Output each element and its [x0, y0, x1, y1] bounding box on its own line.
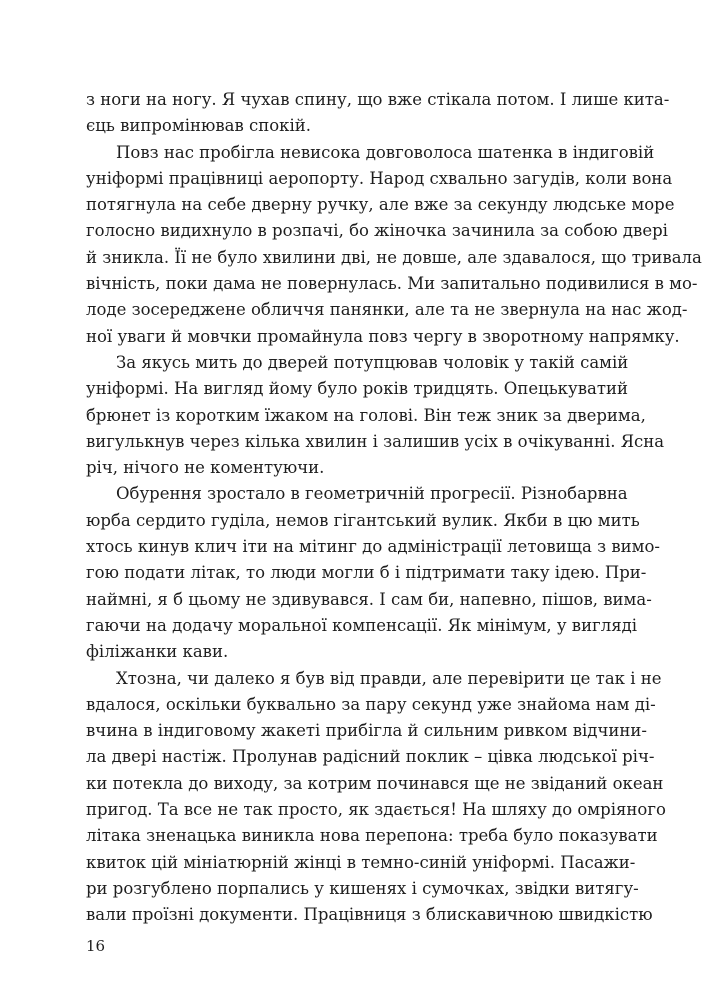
text-line: Повз нас пробігла невисока довговолоса шатенка в індиговій: [116, 142, 655, 162]
text-line: Хтозна, чи далеко я був від правди, але перевірити це так і не: [116, 668, 662, 688]
text-line: лоде зосереджене обличчя панянки, але та не звернула на нас жод-: [86, 300, 688, 320]
text-line: єць випромінював спокій.: [86, 116, 311, 136]
text-line: вдалося, оскільки буквально за пару секунд уже знайома нам ді-: [86, 694, 656, 714]
text-line: потягнула на себе дверну ручку, але вже за секунду людське море: [86, 195, 675, 215]
body-text: [86, 87, 702, 929]
text-line: уніформі працівниці аеропорту. Народ схвально загудів, коли вона: [86, 168, 673, 188]
text-line: літака зненацька виникла нова перепона: треба було показувати: [86, 826, 658, 846]
text-line: ри розгублено порпались у кишенях і сумочках, звідки витягу-: [86, 878, 639, 898]
text-line: квиток цій мініатюрній жінці в темно-синій уніформі. Пасажи-: [86, 852, 636, 872]
text-line: й зникла. Її не було хвилини дві, не довше, але здавалося, що тривала: [86, 247, 702, 267]
text-line: вали проїзні документи. Працівниця з блискавичною швидкістю: [86, 905, 653, 925]
text-line: ної уваги й мовчки промайнула повз чергу в зворотному напрямку.: [86, 326, 680, 346]
text-line: пригод. Та все не так просто, як здається! На шляху до омріяного: [86, 800, 666, 820]
text-line: наймні, я б цьому не здивувався. І сам би, напевно, пішов, вима-: [86, 589, 652, 609]
text-line: уніформі. На вигляд йому було років тридцять. Опецькуватий: [86, 379, 628, 399]
text-line: хтось кинув клич іти на мітинг до адміністрації летовища з вимо-: [86, 537, 660, 557]
text-line: За якусь мить до дверей потупцював чоловік у такій самій: [116, 352, 629, 372]
text-line: ки потекла до виходу, за котрим починався ще не звіданий океан: [86, 773, 664, 793]
text-line: гою подати літак, то люди могли б і підтримати таку ідею. При-: [86, 563, 647, 583]
text-line: брюнет із коротким їжаком на голові. Він теж зник за дверима,: [86, 405, 646, 425]
text-line: вигулькнув через кілька хвилин і залишив усіх в очікуванні. Ясна: [86, 431, 665, 451]
text-line: з ноги на ногу. Я чухав спину, що вже стікала потом. І лише кита-: [86, 90, 670, 109]
text-line: вчина в індиговому жакеті прибігла й сильним ривком відчини-: [86, 721, 647, 741]
text-line: вічність, поки дама не повернулась. Ми запитально подивилися в мо-: [86, 274, 698, 294]
text-line: юрба сердито гуділа, немов гігантський вулик. Якби в цю мить: [86, 510, 640, 530]
text-line: філіжанки кави.: [86, 642, 229, 662]
page-number: 16: [86, 937, 106, 955]
text-line: гаючи на додачу моральної компенсації. Як мінімум, у вигляді: [86, 615, 638, 635]
text-line: Обурення зростало в геометричній прогресії. Різнобарвна: [116, 484, 628, 504]
text-line: голосно видихнуло в розпачі, бо жіночка зачинила за собою двері: [86, 221, 668, 241]
text-line: ла двері настіж. Пролунав радісний поклик – цівка людської річ-: [86, 747, 655, 767]
text-line: річ, нічого не коментуючи.: [86, 458, 325, 478]
